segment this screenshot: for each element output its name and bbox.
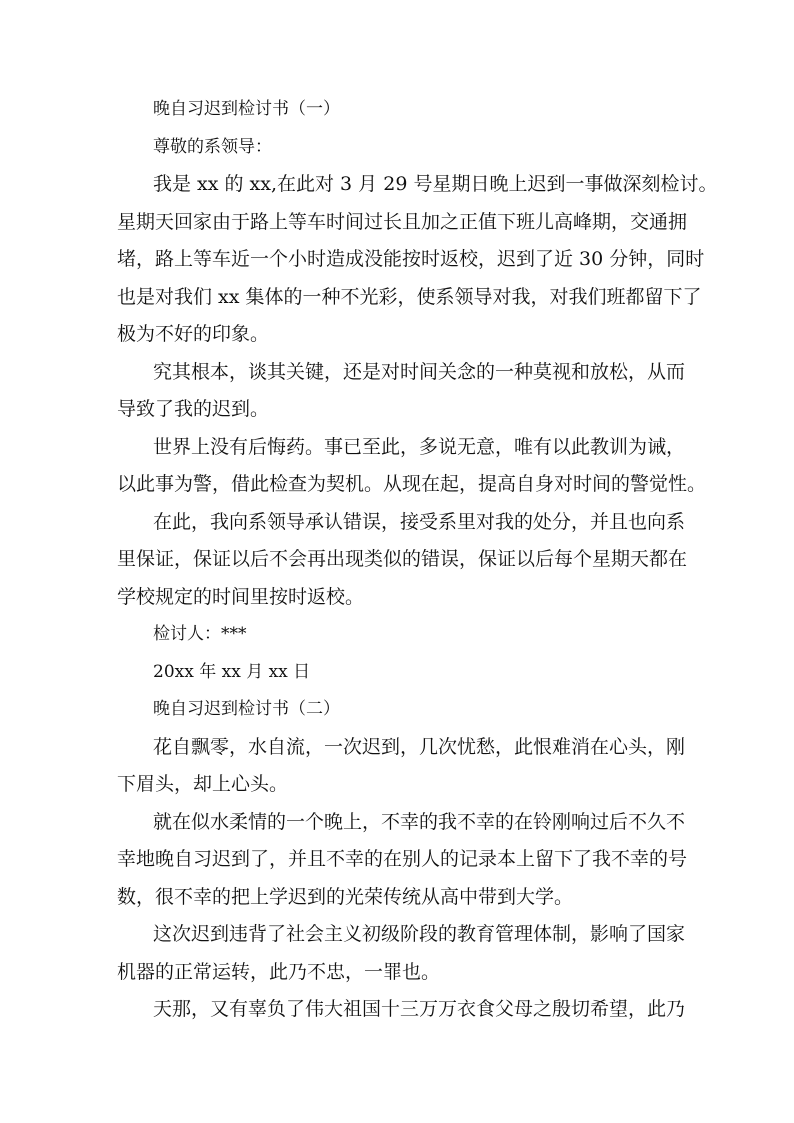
paragraph-line: 也是对我们 xx 集体的一种不光彩，使系领导对我，对我们班都留下了 — [117, 285, 702, 308]
signer-line: 检讨人：*** — [153, 624, 247, 644]
document-body — [117, 91, 718, 1029]
paragraph-line: 下眉头，却上心头。 — [117, 773, 289, 795]
document-title-2: 晚自习迟到检讨书（二） — [153, 699, 340, 719]
paragraph-line: 机器的正常运转，此乃不忠，一罪也。 — [117, 960, 441, 983]
paragraph-line: 堵，路上等车近一个小时造成没能按时返校，迟到了近 30 分钟，同时 — [117, 248, 705, 270]
paragraph-line: 里保证，保证以后不会再出现类似的错误，保证以后每个星期天都在 — [117, 548, 688, 570]
salutation: 尊敬的系领导： — [153, 136, 272, 157]
paragraph-2 — [117, 354, 686, 429]
paragraph-line: 以此事为警，借此检查为契机。从现在起，提高自身对时间的警觉性。 — [117, 473, 707, 495]
paragraph-line: 数，很不幸的把上学迟到的光荣传统从高中带到大学。 — [117, 885, 574, 908]
paragraph-line: 究其根本，谈其关键，还是对时间关念的一种莫视和放松，从而 — [153, 360, 686, 383]
paragraph-6 — [117, 804, 688, 917]
paragraph-line: 我是 xx 的 xx,在此对 3 月 29 号星期日晚上迟到一事做深刻检讨。 — [153, 173, 718, 195]
paragraph-line: 在此，我向系领导承认错误，接受系里对我的处分，并且也向系 — [153, 510, 686, 533]
paragraph-line: 极为不好的印象。 — [117, 323, 270, 345]
paragraph-line: 学校规定的时间里按时返校。 — [117, 585, 365, 608]
paragraph-line: 世界上没有后悔药。事已至此，多说无意，唯有以此教训为诫， — [153, 435, 686, 458]
date-line: 20xx 年 xx 月 xx 日 — [153, 661, 311, 682]
paragraph-line: 天那，又有辜负了伟大祖国十三万万衣食父母之殷切希望，此乃 — [153, 998, 686, 1020]
paragraph-3 — [117, 429, 707, 504]
paragraph-line: 导致了我的迟到。 — [117, 398, 270, 420]
paragraph-5 — [117, 729, 686, 804]
document-title-1: 晚自习迟到检讨书（一） — [153, 99, 340, 119]
paragraph-1 — [117, 166, 718, 354]
paragraph-line: 就在似水柔情的一个晚上，不幸的我不幸的在铃刚响过后不久不 — [153, 810, 686, 833]
paragraph-4 — [117, 504, 688, 617]
paragraph-line: 星期天回家由于路上等车时间过长且加之正值下班儿高峰期，交通拥 — [117, 210, 688, 233]
paragraph-line: 这次迟到违背了社会主义初级阶段的教育管理体制，影响了国家 — [153, 923, 686, 945]
paragraph-7 — [117, 916, 686, 991]
paragraph-8 — [117, 991, 686, 1029]
paragraph-line: 幸地晚自习迟到了，并且不幸的在别人的记录本上留下了我不幸的号 — [117, 848, 688, 870]
paragraph-line: 花自飘零，水自流，一次迟到，几次忧愁，此恨难消在心头，刚 — [153, 735, 686, 758]
